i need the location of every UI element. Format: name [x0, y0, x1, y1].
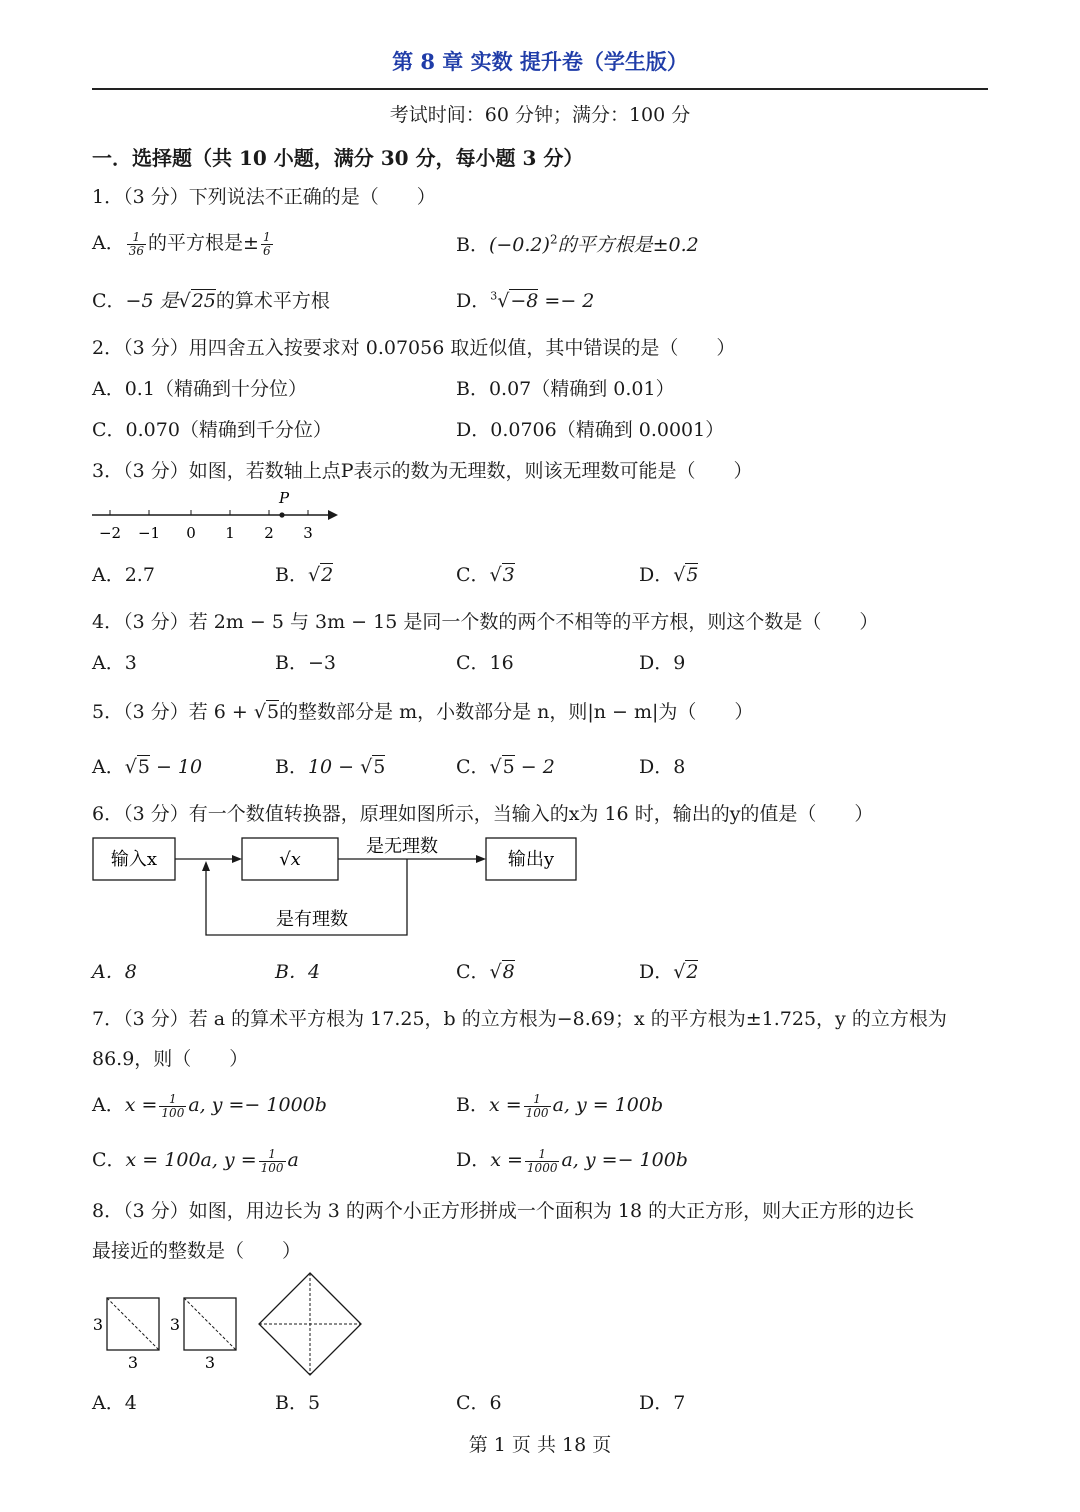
q4-option-d: D．9: [639, 652, 686, 674]
q6-option-c: [456, 957, 515, 984]
sqrt-sign: √: [253, 701, 266, 723]
radicand: −8: [510, 290, 539, 312]
option-label: A．: [92, 1094, 125, 1116]
q8-option-a: A．4: [92, 1392, 137, 1414]
radicand: 25: [191, 290, 216, 312]
q4-stem: 4．（3 分）若 2m − 5 与 3m − 15 是同一个数的两个不相等的平方根，则这个数是（ ）: [92, 611, 879, 633]
axis-ticks: [110, 510, 308, 515]
stem-text: 5．（3 分）若 6 +: [92, 701, 254, 723]
diagonal: [107, 1298, 159, 1350]
q6-option-b: B．4: [275, 961, 321, 983]
point-p: [279, 512, 284, 517]
q3-option-d: [639, 560, 698, 587]
q7-stem-line2: 86.9，则（ ）: [92, 1048, 249, 1070]
option-label: C．: [92, 1149, 126, 1171]
option-label: A．: [92, 232, 125, 254]
sqrt-sign: √: [673, 961, 686, 983]
fraction: [525, 1148, 560, 1175]
option-label: D．: [456, 1149, 491, 1171]
input-label: 输入x: [110, 849, 158, 870]
page-footer: 第 1 页 共 18 页: [468, 1434, 612, 1456]
tick-label: 3: [303, 524, 313, 542]
option-text: a, y =− 1000b: [188, 1094, 327, 1116]
option-label: D．: [456, 290, 491, 312]
fraction: [259, 1148, 286, 1175]
q3-option-b: [275, 560, 333, 587]
q5-option-d: D．8: [639, 756, 686, 778]
page-title: 第 8 章 实数 提升卷（学生版）: [392, 49, 688, 74]
option-text: x =: [490, 1149, 523, 1171]
title-rule: [92, 88, 988, 90]
radicand: 3: [502, 564, 515, 586]
q2-stem: 2．（3 分）用四舍五入按要求对 0.07056 取近似值，其中错误的是（ ）: [92, 337, 736, 359]
q1-option-d: [456, 286, 594, 313]
radicand: 5: [373, 756, 386, 778]
radicand: 5: [686, 564, 699, 586]
option-label: B．: [456, 1094, 489, 1116]
radicand: 2: [321, 564, 334, 586]
output-label: 输出y: [507, 849, 555, 870]
option-text: x =: [488, 1094, 522, 1116]
q8-option-b: B．5: [275, 1392, 321, 1414]
stem-text: 的整数部分是 m，小数部分是 n，则|n − m|为（ ）: [279, 701, 754, 723]
q3-stem: 3．（3 分）如图，若数轴上点P表示的数为无理数，则该无理数可能是（ ）: [92, 460, 753, 482]
q1-option-c: [92, 286, 330, 313]
option-label: D．: [639, 564, 674, 586]
tick-label: 2: [264, 524, 274, 542]
side-label: 3: [127, 1353, 139, 1372]
q2-option-b: B．0.07（精确到 0.01）: [456, 378, 675, 400]
q5-stem: [92, 697, 753, 724]
sqrt-sign: √: [360, 756, 373, 778]
numerator: 1: [159, 1093, 186, 1107]
radicand: 5: [502, 756, 515, 778]
option-label: C．: [456, 564, 490, 586]
sqrt-sign: √: [673, 564, 686, 586]
q1-stem: 1．（3 分）下列说法不正确的是（ ）: [92, 186, 436, 208]
fraction: [159, 1093, 186, 1120]
q1-option-a: [92, 228, 275, 258]
q7-option-a: [92, 1090, 327, 1120]
q7-option-c: [92, 1145, 299, 1175]
point-p-label: P: [278, 489, 290, 507]
option-text: 10 −: [307, 756, 361, 778]
fraction: [524, 1093, 551, 1120]
q7-option-b: [456, 1090, 663, 1120]
radicand: 5: [137, 756, 150, 778]
option-text: 的平方根是±: [148, 232, 259, 254]
option-text: x =: [124, 1094, 158, 1116]
numerator: 1: [524, 1093, 551, 1107]
numerator: 1: [127, 231, 146, 245]
q2-option-d: D．0.0706（精确到 0.0001）: [456, 419, 725, 441]
option-expr: (−0.2): [488, 234, 550, 256]
sqrt-sign: √: [178, 290, 191, 312]
radicand: 2: [686, 961, 699, 983]
arrow-head: [476, 855, 486, 863]
q8-stem-line2: 最接近的整数是（ ）: [92, 1240, 302, 1262]
side-label: 3: [169, 1315, 181, 1334]
sqrt-sign: √: [489, 961, 502, 983]
q5-option-c: [456, 752, 555, 779]
option-label: C．: [92, 290, 126, 312]
q8-option-c: C．6: [456, 1392, 502, 1414]
side-label: 3: [92, 1315, 104, 1334]
sqrt-sign: √: [489, 756, 502, 778]
option-label: C．: [456, 756, 490, 778]
option-label: B．: [456, 234, 489, 256]
option-label: B．: [275, 756, 308, 778]
number-line-figure: [88, 486, 348, 546]
option-text: a, y = 100b: [552, 1094, 664, 1116]
irrational-label: 是无理数: [366, 836, 438, 857]
fraction: [127, 231, 146, 258]
section-heading: 一．选择题（共 10 小题，满分 30 分，每小题 3 分）: [92, 146, 584, 170]
option-text: −5 是: [125, 290, 179, 312]
q4-option-b: B．−3: [275, 652, 336, 674]
exam-info: 考试时间：60 分钟；满分：100 分: [389, 104, 691, 126]
arrow-head: [328, 510, 338, 520]
tick-label: 1: [225, 524, 235, 542]
rational-label: 是有理数: [276, 909, 348, 930]
numerator: 1: [262, 229, 271, 244]
q5-option-b: [275, 752, 385, 779]
q1-option-b: [456, 230, 699, 257]
denominator: 1000: [526, 1160, 558, 1175]
numerator: 1: [259, 1148, 286, 1162]
q8-stem-line1: 8．（3 分）如图，用边长为 3 的两个小正方形拼成一个面积为 18 的大正方形，则大正方形的边长: [92, 1200, 915, 1222]
sqrt-label: √x: [279, 849, 301, 870]
arrow-head: [232, 855, 242, 863]
radicand: 5: [266, 701, 280, 723]
converter-flowchart: [88, 828, 588, 940]
option-label: C．: [456, 961, 490, 983]
side-label: 3: [204, 1353, 216, 1372]
squares-figure: [88, 1268, 378, 1380]
option-text: a, y =− 100b: [561, 1149, 688, 1171]
q6-stem: 6．（3 分）有一个数值转换器，原理如图所示，当输入的x为 16 时，输出的y的值是（ ）: [92, 803, 874, 825]
q4-option-c: C．16: [456, 652, 514, 674]
sqrt-sign: √: [307, 564, 321, 586]
option-text: 的平方根是±0.2: [557, 234, 699, 256]
q2-option-c: C．0.070（精确到千分位）: [92, 419, 332, 441]
q4-option-a: A．3: [92, 652, 137, 674]
denominator: 100: [260, 1160, 284, 1175]
q5-option-a: [92, 752, 202, 779]
q6-option-d: [639, 957, 698, 984]
exponent: 2: [549, 232, 558, 247]
q8-option-d: D．7: [639, 1392, 686, 1414]
denominator: 6: [262, 243, 271, 258]
option-text: 的算术平方根: [215, 290, 330, 312]
radicand: 8: [502, 961, 515, 983]
numerator: 1: [525, 1148, 560, 1162]
root-index: 3: [490, 289, 498, 303]
q3-option-c: [456, 560, 515, 587]
denominator: 100: [161, 1105, 185, 1120]
q2-option-a: A．0.1（精确到十分位）: [92, 378, 307, 400]
arrow-head: [202, 861, 210, 871]
option-label: B．: [275, 564, 308, 586]
denominator: 36: [128, 243, 145, 258]
q7-stem-line1: 7．（3 分）若 a 的算术平方根为 17.25，b 的立方根为−8.69；x 的平方根为±1.725，y 的立方根为: [92, 1008, 947, 1030]
option-text: a: [287, 1149, 299, 1171]
option-label: A．: [92, 756, 125, 778]
option-label: D．: [639, 961, 674, 983]
cbrt-sign: √: [497, 290, 510, 312]
option-text: =− 2: [538, 290, 595, 312]
tick-label: 0: [186, 524, 196, 542]
q7-option-d: [456, 1145, 688, 1175]
option-text: − 2: [514, 756, 555, 778]
sqrt-sign: √: [124, 756, 137, 778]
fraction: [261, 231, 273, 258]
q3-option-a: A．2.7: [92, 564, 155, 586]
option-text: − 10: [149, 756, 203, 778]
sqrt-sign: √: [489, 564, 502, 586]
denominator: 100: [525, 1105, 549, 1120]
tick-label: −2: [98, 524, 122, 542]
diagonal: [184, 1298, 236, 1350]
tick-label: −1: [137, 524, 161, 542]
q6-option-a: A．8: [92, 961, 137, 983]
option-text: x = 100a, y =: [125, 1149, 257, 1171]
